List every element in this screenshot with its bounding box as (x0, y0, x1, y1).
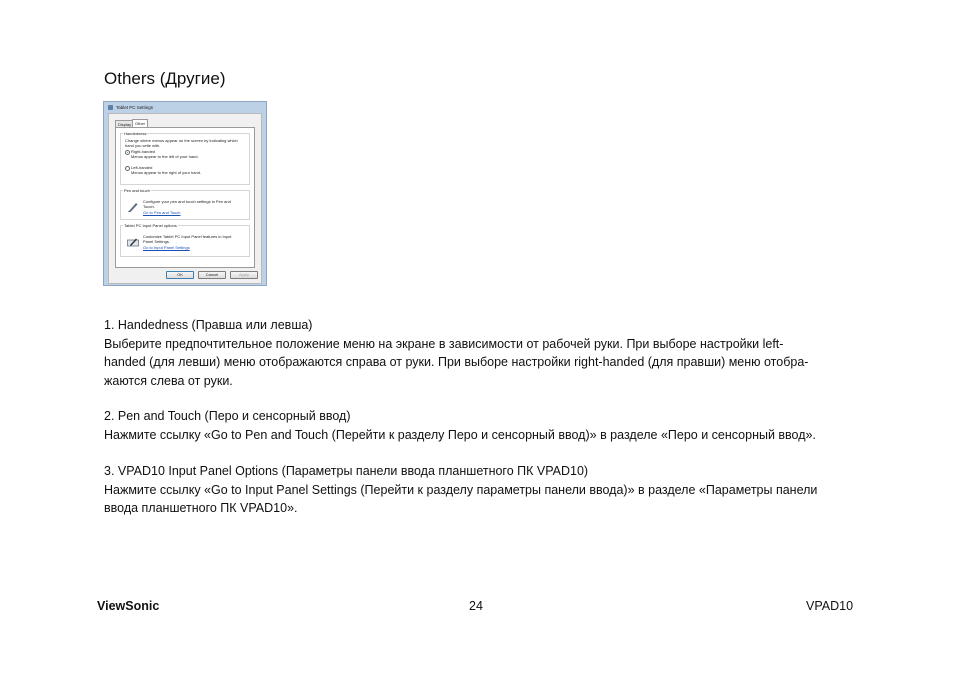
pen-touch-desc-1: Configure your pen and touch settings in Pen and (143, 199, 231, 204)
right-handed-radio[interactable] (125, 150, 130, 155)
handedness-desc-2: hand you write with. (125, 143, 161, 148)
handedness-text-1: Выберите предпочтительное положение меню на экране в зависимости от рабочей руки. При выборе настройки left- (104, 336, 784, 351)
handedness-heading: 1. Handedness (Правша или левша) (104, 318, 313, 332)
input-panel-heading: 3. VPAD10 Input Panel Options (Параметры панели ввода планшетного ПК VPAD10) (104, 464, 589, 478)
ok-button[interactable]: OK (166, 271, 194, 279)
left-handed-desc: Menus appear to the right of your hand. (131, 170, 202, 175)
pen-icon (127, 201, 139, 213)
handedness-desc-1: Change where menus appear on the screen by indicating which (125, 138, 238, 143)
go-to-pen-and-touch-link[interactable]: Go to Pen and Touch (143, 210, 181, 215)
tab-other[interactable]: Other (132, 119, 148, 128)
handedness-legend: Handedness (124, 131, 147, 136)
footer-model: VPAD10 (806, 599, 854, 613)
pen-touch-heading: 2. Pen and Touch (Перо и сенсорный ввод) (104, 409, 351, 423)
right-handed-label: Right-handed (131, 149, 156, 154)
handedness-section (104, 316, 864, 390)
dialog-title: Tablet PC Settings (116, 105, 154, 110)
input-panel-icon (127, 237, 139, 247)
footer-brand: ViewSonic (97, 599, 160, 613)
input-panel-group (120, 225, 250, 257)
left-handed-radio[interactable] (125, 166, 130, 171)
apply-button[interactable]: Apply (230, 271, 258, 279)
window-icon (108, 105, 113, 110)
page-number: 24 (469, 599, 483, 613)
input-panel-text-2: ввода планшетного ПК VPAD10». (104, 501, 298, 515)
input-panel-desc-2: Panel Settings. (143, 239, 170, 244)
pen-touch-desc-2: Touch. (143, 204, 155, 209)
input-panel-section (104, 462, 864, 518)
tab-display[interactable]: Display (115, 120, 134, 128)
handedness-text-2: handed (для левши) меню отображаются справа от руки. При выборе настройки right-handed (для правши) меню отобра- (104, 355, 809, 369)
dialog-client (108, 113, 262, 284)
pen-touch-text-1: Нажмите ссылку «Go to Pen and Touch (Перейти к разделу Перо и сенсорный ввод)» в разделе «Перо и сенсорный ввод». (104, 427, 816, 442)
left-handed-label: Left-handed (131, 165, 153, 170)
go-to-input-panel-settings-link[interactable]: Go to Input Panel Settings (143, 245, 190, 250)
pen-touch-group (120, 190, 250, 220)
tablet-pc-settings-screenshot (103, 101, 267, 286)
section-heading: Others (Другие) (104, 69, 226, 88)
handedness-group (120, 133, 250, 185)
handedness-text-3: жаются слева от руки. (104, 373, 233, 388)
cancel-button[interactable]: Cancel (198, 271, 226, 279)
input-panel-text-1: Нажмите ссылку «Go to Input Panel Settings (Перейти к разделу параметры панели ввода)» в разделе «Параметры панели (104, 482, 818, 497)
right-handed-desc: Menus appear to the left of your hand. (131, 154, 199, 159)
input-panel-legend: Tablet PC Input Panel options (124, 223, 177, 228)
input-panel-desc-1: Customize Tablet PC Input Panel features in Input (143, 234, 232, 239)
pen-touch-legend: Pen and touch (124, 188, 150, 193)
pen-touch-section (104, 407, 864, 444)
tab-panel (115, 127, 255, 268)
